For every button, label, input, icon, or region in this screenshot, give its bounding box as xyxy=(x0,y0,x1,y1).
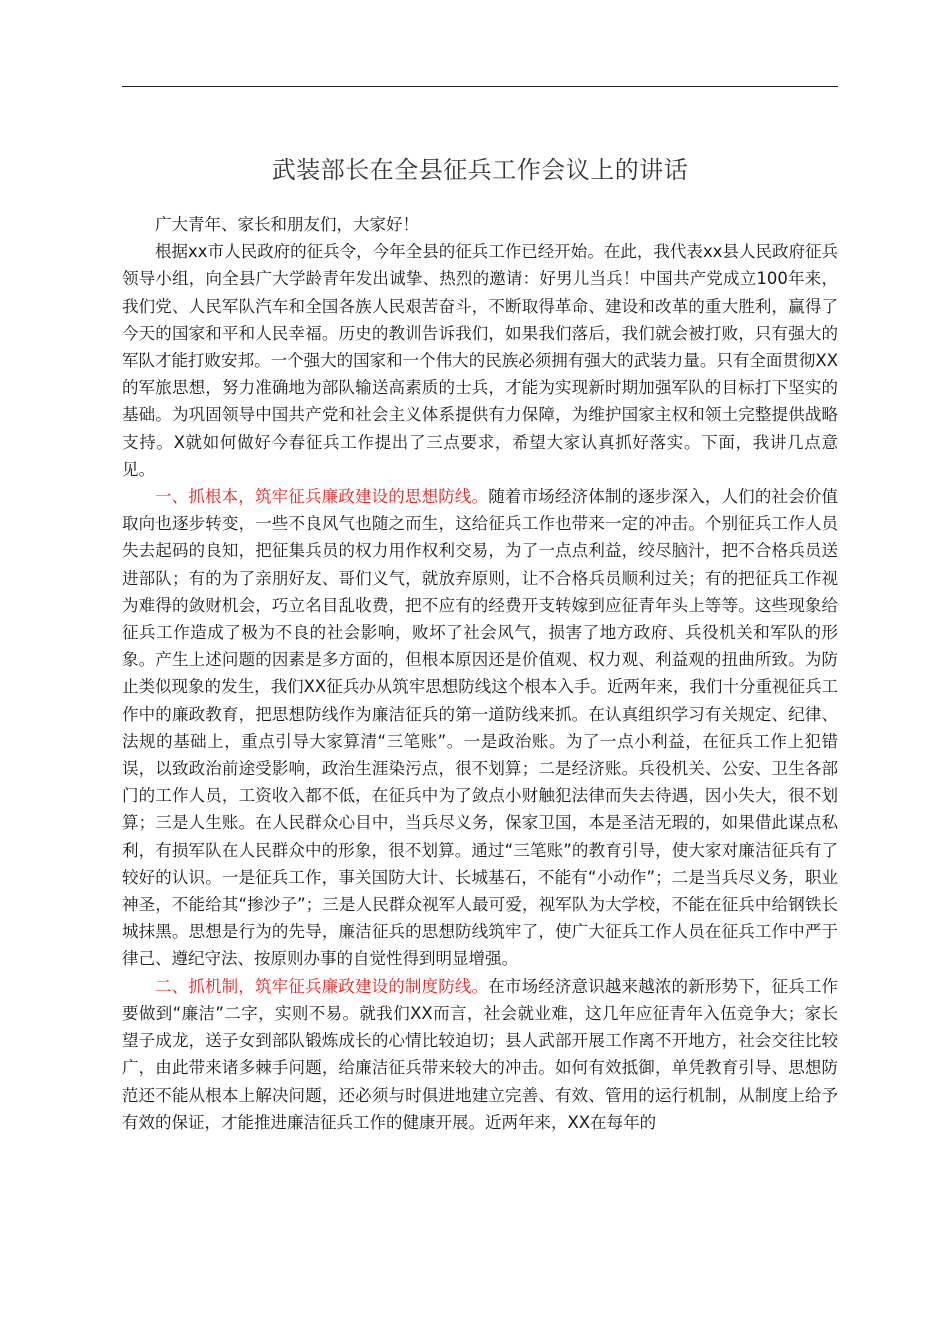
section-two-heading: 二、抓机制，筑牢征兵廉政建设的制度防线。 xyxy=(155,976,489,996)
section-one-text: 随着市场经济体制的逐步深入，人们的社会价值取向也逐步转变，一些不良风气也随之而生，这给征兵工作也带来一定的冲击。个别征兵工作人员失去起码的良知，把征集兵员的权力用作权利交易，为了一点点利益，绞尽脑汁，把不合格兵员送进部队；有的为了亲朋好友、哥们义气，就放弃原则，让不合格兵员顺利过关；有的把征兵工作视为难得的敛财机会，巧立名目乱收费，把不应有的经费开支转嫁到应征青年头上等等。这些现象给征兵工作造成了极为不良的社会影响，败坏了社会风气，损害了地方政府、兵役机关和军队的形象。产生上述问题的因素是多方面的，但根本原因还是价值观、权力观、利益观的扭曲所致。为防止类似现象的发生，我们XX征兵办从筑牢思想防线这个根本入手。近两年来，我们十分重视征兵工作中的廉政教育，把思想防线作为廉洁征兵的第一道防线来抓。在认真组织学习有关规定、纪律、法规的基础上，重点引导大家算清“三笔账”。一是政治账。为了一点小利益，在征兵工作上犯错误，以致政治前途受影响，政治生涯染污点，很不划算；二是经济账。兵役机关、公安、卫生各部门的工作人员，工资收入都不低，在征兵中为了敛点小财触犯法律而失去待遇，因小失大，很不划算；三是人生账。在人民群众心目中，当兵尽义务，保家卫国，本是圣洁无瑕的，如果借此谋点私利，有损军队在人民群众中的形象，很不划算。通过“三笔账”的教育引导，使大家对廉洁征兵有了较好的认识。一是征兵工作，事关国防大计、长城基石，不能有“小动作”；二是当兵尽义务，职业神圣，不能给其“掺沙子”；三是人民群众视军人最可爱，视军队为大学校，不能在征兵中给钢铁长城抹黑。思想是行为的先导，廉洁征兵的思想防线筑牢了，使广大征兵工作人员在征兵工作中严于律己、遵纪守法、按原则办事的自觉性得到明显增强。 xyxy=(122,487,839,969)
section-two-paragraph xyxy=(122,973,838,1136)
greeting-paragraph: 广大青年、家长和朋友们，大家好！ xyxy=(155,215,419,234)
document-body xyxy=(122,211,838,1136)
document-title: 武装部长在全县征兵工作会议上的讲话 xyxy=(271,156,689,184)
intro-paragraph xyxy=(122,238,838,483)
section-two-text: 在市场经济意识越来越浓的新形势下，征兵工作要做到“廉洁”二字，实则不易。就我们XX而言，社会就业难，这几年应征青年入伍竞争大；家长望子成龙，送子女到部队锻炼成长的心情比较迫切；县人武部开展工作离不开地方，社会交往比较广，由此带来诸多棘手问题，给廉洁征兵带来较大的冲击。如何有效抵御，单凭教育引导、思想防范还不能从根本上解决问题，还必须与时俱进地建立完善、有效、管用的运行机制，从制度上给予有效的保证，才能推进廉洁征兵工作的健康开展。近两年来，XX在每年的 xyxy=(122,976,839,1132)
section-one-heading: 一、抓根本，筑牢征兵廉政建设的思想防线。 xyxy=(155,487,489,507)
section-one-paragraph xyxy=(122,483,838,973)
header-rule xyxy=(122,86,838,87)
intro-text: 根据xx市人民政府的征兵令，今年全县的征兵工作已经开始。在此，我代表xx县人民政府征兵领导小组，向全县广大学龄青年发出诚挚、热烈的邀请：好男儿当兵！中国共产党成立100年来，我们党、人民军队汽车和全国各族人民艰苦奋斗，不断取得革命、建设和改革的重大胜利，赢得了今天的国家和平和人民幸福。历史的教训告诉我们，如果我们落后，我们就会被打败，只有强大的军队才能打败安邦。一个强大的国家和一个伟大的民族必须拥有强大的武装力量。只有全面贯彻XX的军旅思想，努力准确地为部队输送高素质的士兵，才能为实现新时期加强军队的目标打下坚实的基础。为巩固领导中国共产党和社会主义体系提供有力保障，为维护国家主权和领土完整提供战略支持。X就如何做好今春征兵工作提出了三点要求，希望大家认真抓好落实。下面，我讲几点意见。 xyxy=(122,242,838,479)
